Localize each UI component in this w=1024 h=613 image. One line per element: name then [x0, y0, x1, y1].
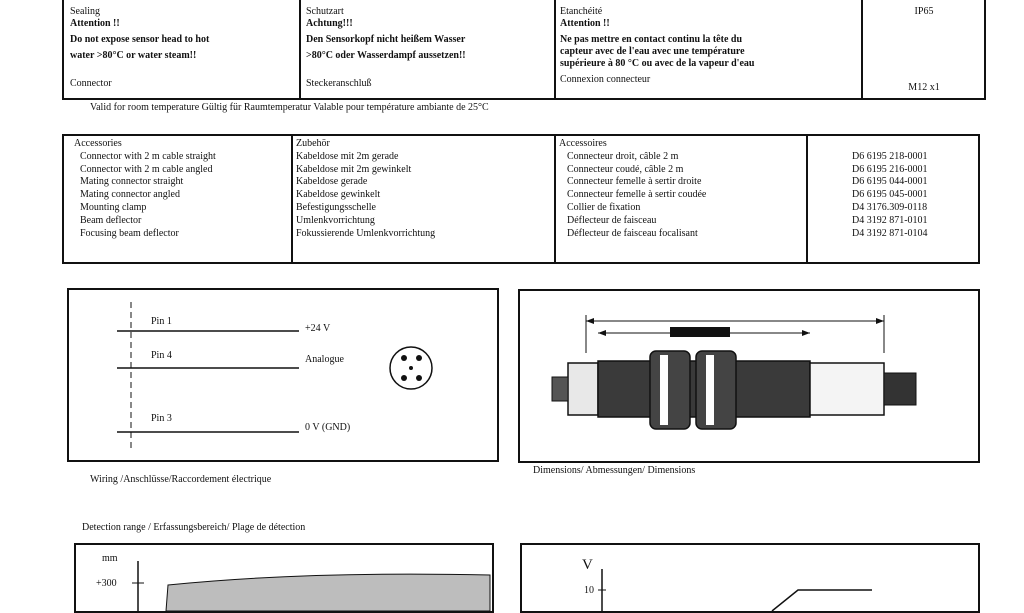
accessory-item: Befestigungsschelle [296, 201, 376, 213]
table-divider [806, 136, 808, 262]
nut-highlight [660, 355, 668, 425]
connector-pin-icon [416, 355, 422, 361]
sealing-label: Sealing [70, 6, 100, 17]
sealing-value: IP65 [914, 6, 934, 17]
table-divider [299, 0, 301, 98]
sensor-head-cap [568, 363, 598, 415]
warning-text: capteur avec de l'eau avec une température [560, 46, 745, 57]
dimensions-caption: Dimensions/ Abmessungen/ Dimensions [533, 465, 696, 476]
accessories-header: Zubehör [296, 138, 330, 149]
axis-tick-label: 10 [584, 585, 594, 596]
part-number: D4 3192 871-0101 [852, 214, 928, 226]
spec-col-de [306, 6, 466, 90]
accessories-col-de [296, 138, 435, 240]
y-axis-label: V [582, 557, 593, 573]
accessory-item: Fokussierende Umlenkvorrichtung [296, 227, 436, 239]
accessory-item: Kabeldose mit 2m gerade [296, 150, 399, 162]
m12-connector-plug [884, 373, 916, 405]
accessory-item: Connector with 2 m cable straight [80, 150, 216, 162]
pin-label: Pin 3 [151, 413, 172, 424]
spec-col-value [864, 6, 984, 94]
sealing-label: Etanchéité [560, 6, 603, 17]
spec-col-fr [560, 6, 754, 86]
detection-range-chart [74, 543, 494, 613]
pin-label: Pin 4 [151, 350, 172, 361]
output-curve [772, 590, 872, 611]
accessories-col-en [74, 138, 216, 240]
accessory-item: Connecteur droit, câble 2 m [567, 150, 679, 162]
axis-unit-label: mm [102, 553, 118, 564]
warning-text: supérieure à 80 °C ou avec de la vapeur d'eau [560, 58, 755, 69]
arrowhead-icon [802, 330, 810, 336]
accessory-item: Kabeldose gewinkelt [296, 189, 381, 201]
accessory-item: Connecteur femelle à sertir droite [567, 176, 702, 188]
accessory-item: Mounting clamp [80, 201, 147, 213]
arrowhead-icon [598, 330, 606, 336]
pin-label: Pin 1 [151, 316, 172, 327]
specification-table [62, 0, 986, 100]
table-divider [554, 136, 556, 262]
connector-label: Steckeranschluß [306, 78, 372, 89]
attention-label: Achtung!!! [306, 18, 353, 29]
accessories-header: Accessories [74, 138, 122, 149]
accessory-item: Mating connector angled [80, 189, 180, 201]
part-number: D6 6195 216-0001 [852, 163, 928, 175]
part-number: D4 3176.309-0118 [852, 201, 928, 213]
sensor-outline [520, 291, 978, 461]
connector-pin-icon [409, 366, 413, 370]
part-number: D4 3192 871-0104 [852, 227, 928, 239]
wiring-caption: Wiring /Anschlüsse/Raccordement électrique [90, 474, 272, 485]
arrowhead-icon [876, 318, 884, 324]
accessories-col-partno [852, 151, 928, 241]
part-number: D6 6195 045-0001 [852, 189, 928, 201]
mounting-nut [650, 351, 690, 429]
table-divider [554, 0, 556, 98]
accessory-item: Déflecteur de faisceau focalisant [567, 227, 698, 239]
arrowhead-icon [586, 318, 594, 324]
accessory-item: Mating connector straight [80, 176, 184, 188]
table-divider [291, 136, 293, 262]
accessory-item: Kabeldose mit 2m gewinkelt [296, 163, 412, 175]
connector-label: Connexion connecteur [560, 74, 651, 85]
output-characteristic-chart [520, 543, 980, 613]
table-divider [861, 0, 863, 98]
accessory-item: Connector with 2 m cable angled [80, 163, 213, 175]
connector-value: M12 x1 [908, 82, 940, 93]
dimension-drawing [518, 289, 980, 463]
sealing-label: Schutzart [306, 6, 344, 17]
part-number: D6 6195 218-0001 [852, 150, 928, 162]
dimension-value-blob [670, 327, 730, 337]
warning-text: >80°C oder Wasserdampf aussetzen!! [306, 50, 466, 61]
wiring-diagram [67, 288, 499, 462]
warning-text: Den Sensorkopf nicht heißem Wasser [306, 34, 466, 45]
attention-label: Attention !! [560, 18, 610, 29]
warning-text: water >80°C or water steam!! [70, 50, 197, 61]
accessory-item: Beam deflector [80, 214, 142, 226]
warning-text: Ne pas mettre en contact continu la tête du [560, 34, 743, 45]
sensor-housing-end [810, 363, 884, 415]
accessory-item: Déflecteur de faisceau [567, 214, 657, 226]
connector-pin-icon [401, 375, 407, 381]
validity-note: Valid for room temperature Gültig für Raumtemperatur Valable pour température ambiante de 25°C [90, 102, 489, 113]
detection-zone-shape [166, 574, 490, 611]
accessory-item: Connecteur coudé, câble 2 m [567, 163, 684, 175]
axis-tick-label: +300 [96, 578, 117, 589]
attention-label: Attention !! [70, 18, 120, 29]
sensor-front-face [552, 377, 568, 401]
signal-label: +24 V [305, 323, 331, 334]
connector-label: Connector [70, 78, 112, 89]
signal-label: 0 V (GND) [305, 422, 351, 433]
accessory-item: Umlenkvorrichtung [296, 214, 375, 226]
accessory-item: Kabeldose gerade [296, 176, 368, 188]
wiring-drawing [69, 290, 497, 460]
signal-label: Analogue [305, 354, 344, 365]
connector-pin-icon [416, 375, 422, 381]
part-number: D6 6195 044-0001 [852, 176, 928, 188]
connector-pin-icon [401, 355, 407, 361]
accessory-item: Collier de fixation [567, 201, 641, 213]
output-curve-plot [522, 545, 978, 611]
accessories-table [62, 134, 980, 264]
accessories-col-fr [559, 138, 706, 240]
nut-highlight [706, 355, 714, 425]
accessories-header: Accessoires [559, 138, 607, 149]
warning-text: Do not expose sensor head to hot [70, 34, 210, 45]
spec-col-en [70, 6, 209, 90]
detection-range-title: Detection range / Erfassungsbereich/ Plage de détection [82, 522, 306, 533]
mounting-nut [696, 351, 736, 429]
range-curve-plot [76, 545, 492, 611]
accessory-item: Focusing beam deflector [80, 227, 179, 239]
accessory-item: Connecteur femelle à sertir coudée [567, 189, 707, 201]
